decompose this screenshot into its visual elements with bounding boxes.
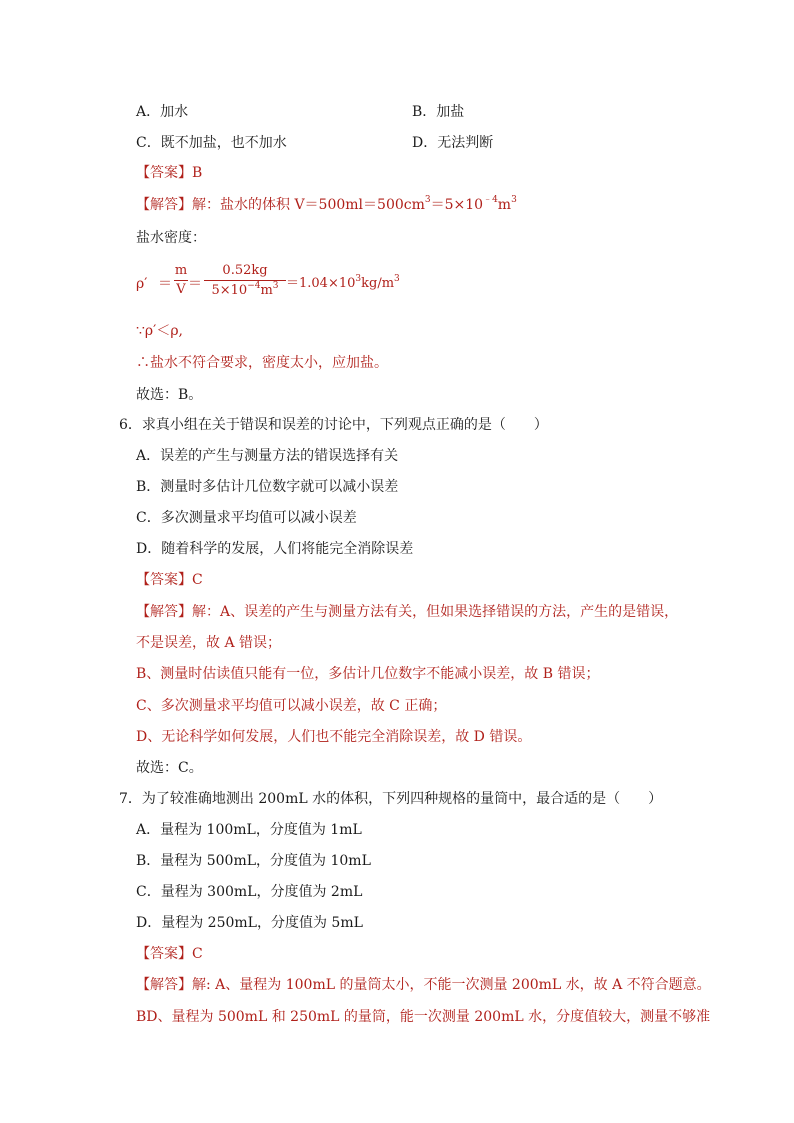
q5-option-d: D．无法判断: [412, 135, 494, 151]
q7-answer: [136, 944, 203, 964]
analysis-tag: 【解答】: [136, 197, 192, 213]
fraction-m-over-v: [174, 262, 188, 299]
therefore-line: ∴盐水不符合要求，密度太小，应加盐。: [136, 355, 388, 371]
rho-prime: ρ′: [136, 276, 148, 292]
q6-analysis-line-5: D、无论科学如何发展，人们也不能完全消除误差，故 D 错误。: [136, 729, 532, 745]
q7-analysis-line-1: 【解答】解: A、量程为 100mL 的量筒太小，不能一次测量 200mL 水，故 A 不符合题意。: [136, 977, 711, 993]
q7-option-b: B．量程为 500mL，分度值为 10mL: [136, 853, 371, 869]
q6-option-a: A．误差的产生与测量方法的错误选择有关: [136, 448, 399, 464]
q6-analysis-line-2: 不是误差，故 A 错误；: [136, 635, 282, 651]
answer-tag: 【答案】: [136, 572, 192, 588]
answer-value: B: [192, 165, 203, 181]
q7-option-a: A．量程为 100mL，分度值为 1mL: [136, 822, 362, 838]
q6-stem: 6．求真小组在关于错误和误差的讨论中，下列观点正确的是（ ）: [119, 417, 548, 433]
frac-numerator: m: [174, 263, 188, 278]
density-result: $=1.04\times 10^3kg/m^3$: [286, 273, 400, 291]
q5-option-c: C．既不加盐，也不加水: [136, 135, 287, 151]
answer-value: C: [192, 572, 203, 588]
q7-analysis-line-2: BD、量程为 500mL 和 250mL 的量筒，能一次测量 200mL 水，分度值较大，测量不够准: [136, 1009, 711, 1025]
q6-answer: [136, 570, 203, 590]
because-line: ∵ρ′＜ρ,: [136, 323, 183, 339]
q7-option-c: C．量程为 300mL，分度值为 2mL: [136, 884, 363, 900]
frac-numerator: 0.52kg: [222, 263, 268, 278]
q5-choose: 故选：B。: [136, 387, 203, 403]
frac-denominator: $5\times 10^{-4}m^3$: [211, 280, 279, 298]
frac-denominator: V: [176, 282, 186, 297]
q7-stem: 7．为了较准确地测出 200mL 水的体积，下列四种规格的量筒中，最合适的是（ ）: [119, 791, 663, 807]
q6-analysis-line-4: C、多次测量求平均值可以减小误差，故 C 正确；: [136, 698, 447, 714]
q5-answer: [136, 163, 202, 183]
equals-1: ＝: [158, 276, 172, 292]
density-formula: [136, 262, 436, 310]
answer-tag: 【答案】: [136, 946, 192, 962]
q5-analysis-line: [136, 195, 517, 215]
equals-2: ＝: [188, 276, 202, 292]
q5-option-a: A．加水: [136, 104, 189, 120]
q6-option-d: D．随着科学的发展，人们将能完全消除误差: [136, 541, 414, 557]
q6-analysis-line-1: 【解答】解：A、误差的产生与测量方法有关，但如果选择错误的方法，产生的是错误，: [136, 604, 679, 620]
answer-tag: 【答案】: [136, 165, 192, 181]
q5-option-b: B．加盐: [412, 104, 465, 120]
q6-option-c: C．多次测量求平均值可以减小误差: [136, 510, 357, 526]
analysis-tag: 【解答】: [136, 977, 192, 993]
q6-option-b: B．测量时多估计几位数字就可以减小误差: [136, 479, 399, 495]
q6-analysis-line-3: B、测量时估读值只能有一位，多估计几位数字不能减小误差，故 B 错误；: [136, 666, 600, 682]
fraction-mass-over-volume: [204, 262, 286, 301]
analysis-text: 解：盐水的体积 $V=500ml=500cm^3=5\times 10^{﹣4}m^3$: [192, 195, 517, 213]
analysis-tag: 【解答】: [136, 604, 192, 620]
q7-option-d: D．量程为 250mL，分度值为 5mL: [136, 915, 363, 931]
q6-choose: 故选：C。: [136, 760, 203, 776]
answer-value: C: [192, 946, 203, 962]
density-label: 盐水密度：: [136, 230, 206, 246]
